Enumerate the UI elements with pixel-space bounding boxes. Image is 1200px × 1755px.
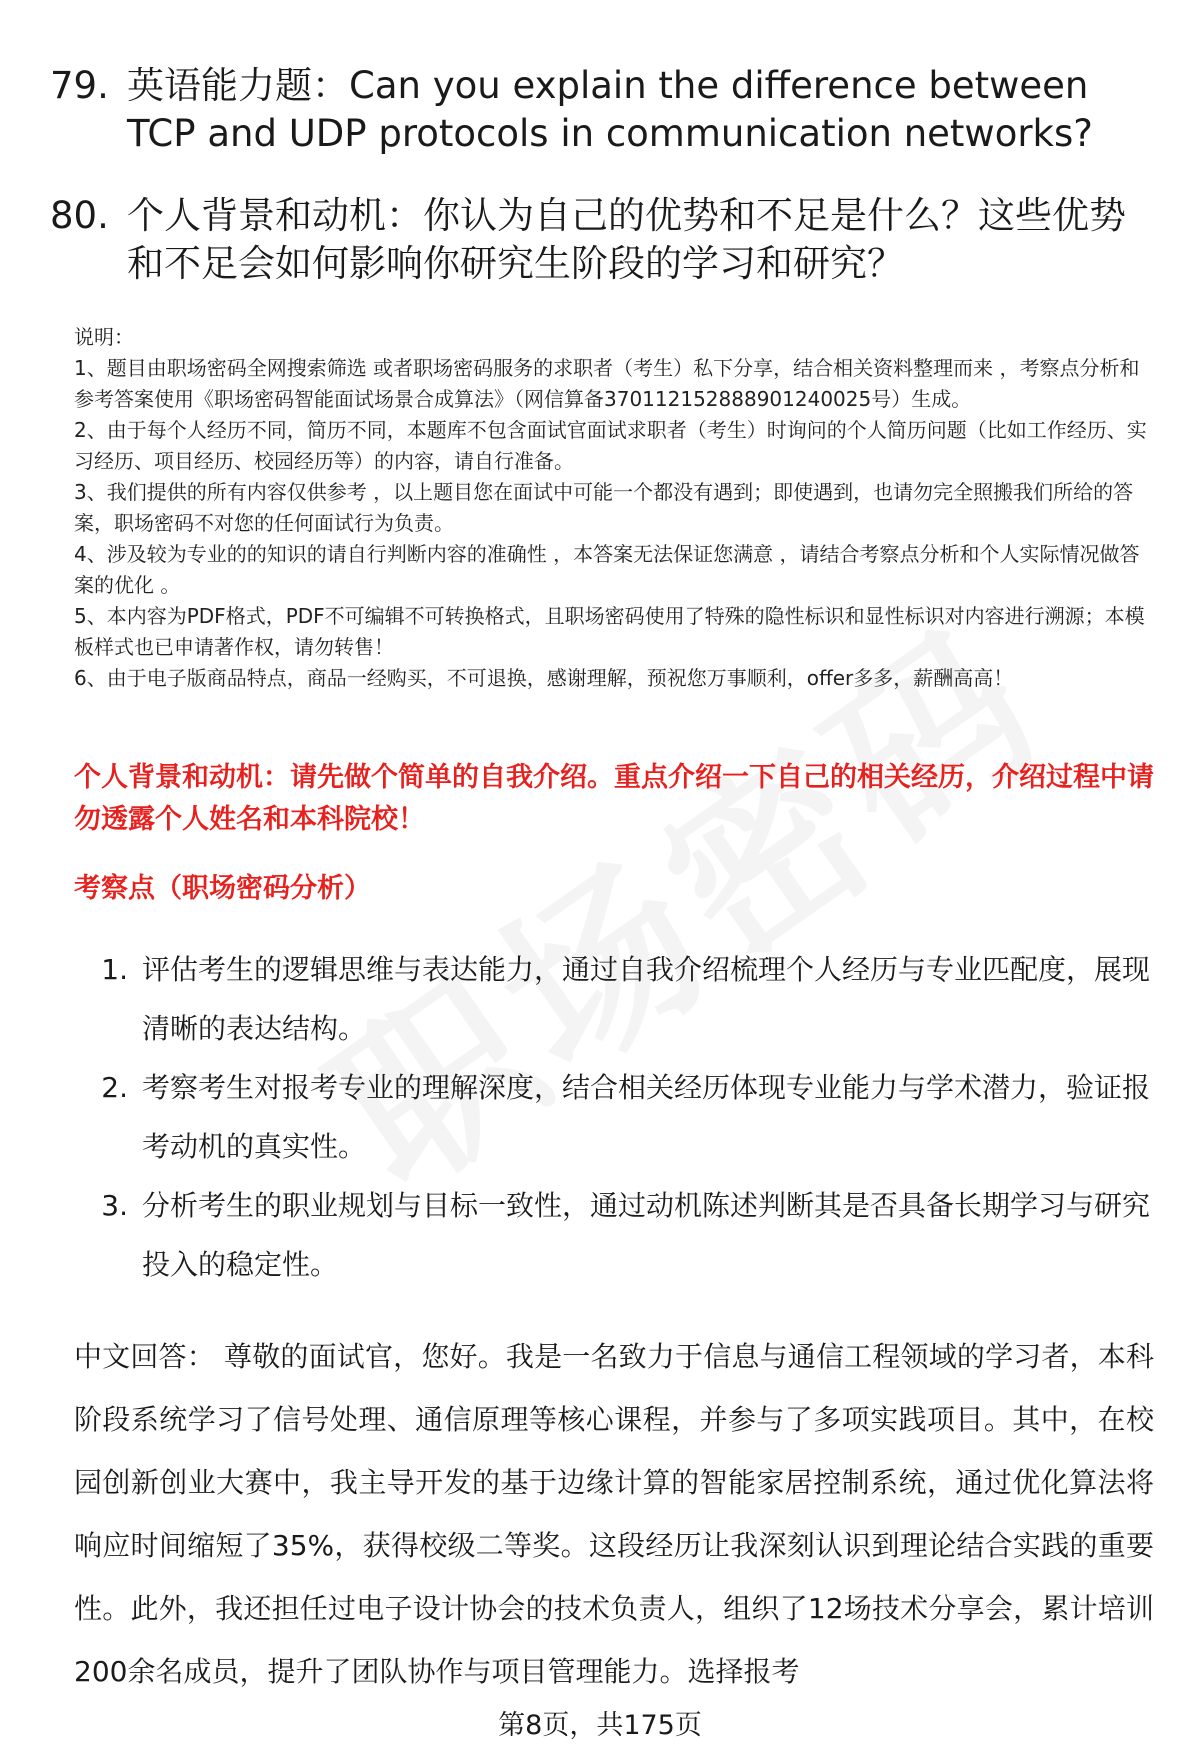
notes-section [74, 322, 1154, 694]
question-number: 79. [50, 64, 109, 107]
question-79 [50, 62, 1150, 158]
note-item: 1、题目由职场密码全网搜索筛选 或者职场密码服务的求职者（考生）私下分享，结合相关资料整理而来 ，考察点分析和参考答案使用《职场密码智能面试场景合成算法》（网信算备370112152888901240025号）生成。 [74, 356, 1140, 411]
question-80 [50, 192, 1150, 288]
page-number: 第8页，共175页 [498, 1710, 702, 1741]
note-item: 6、由于电子版商品特点，商品一经购买，不可退换，感谢理解，预祝您万事顺利，offer多多，薪酬高高！ [74, 666, 1014, 690]
list-item-number: 1. [101, 953, 128, 986]
list-item [74, 940, 1154, 1058]
question-number: 80. [50, 194, 109, 237]
question-text: 英语能力题：Can you explain the difference between TCP and UDP protocols in communication networks? [127, 64, 1093, 155]
note-item: 4、涉及较为专业的的知识的请自行判断内容的准确性 ，本答案无法保证您满意 ，请结合考察点分析和个人实际情况做答案的优化 。 [74, 542, 1140, 597]
list-item-number: 2. [101, 1071, 128, 1104]
note-item: 5、本内容为PDF格式，PDF不可编辑不可转换格式，且职场密码使用了特殊的隐性标识和显性标识对内容进行溯源；本模板样式也已申请著作权，请勿转售！ [74, 604, 1145, 659]
list-item [74, 1176, 1154, 1294]
analysis-list [74, 940, 1154, 1294]
list-item-text: 评估考生的逻辑思维与表达能力，通过自我介绍梳理个人经历与专业匹配度，展现清晰的表达结构。 [142, 953, 1151, 1045]
note-item: 3、我们提供的所有内容仅供参考 ，以上题目您在面试中可能一个都没有遇到；即使遇到，也请勿完全照搬我们所给的答案，职场密码不对您的任何面试行为负责。 [74, 480, 1134, 535]
list-item [74, 1058, 1154, 1176]
main-question-heading: 个人背景和动机：请先做个简单的自我介绍。重点介绍一下自己的相关经历，介绍过程中请勿透露个人姓名和本科院校！ [74, 762, 1154, 835]
analysis-title: 考察点（职场密码分析） [74, 873, 371, 904]
list-item-number: 3. [101, 1189, 128, 1222]
answer-paragraph: 中文回答： 尊敬的面试官，您好。我是一名致力于信息与通信工程领域的学习者，本科阶段系统学习了信号处理、通信原理等核心课程，并参与了多项实践项目。其中，在校园创新创业大赛中，我主导开发的基于边缘计算的智能家居控制系统，通过优化算法将响应时间缩短了35%，获得校级二等奖。这段经历让我深刻认识到理论结合实践的重要性。此外，我还担任过电子设计协会的技术负责人，组织了12场技术分享会，累计培训200余名成员，提升了团队协作与项目管理能力。选择报考 [74, 1340, 1154, 1688]
notes-title: 说明： [74, 325, 134, 349]
note-item: 2、由于每个人经历不同，简历不同，本题库不包含面试官面试求职者（考生）时询问的个人简历问题（比如工作经历、实习经历、项目经历、校园经历等）的内容，请自行准备。 [74, 418, 1147, 473]
list-item-text: 分析考生的职业规划与目标一致性，通过动机陈述判断其是否具备长期学习与研究投入的稳定性。 [142, 1189, 1151, 1281]
question-text: 个人背景和动机：你认为自己的优势和不足是什么？这些优势和不足会如何影响你研究生阶段的学习和研究？ [127, 194, 1126, 285]
list-item-text: 考察考生对报考专业的理解深度，结合相关经历体现专业能力与学术潜力，验证报考动机的真实性。 [142, 1071, 1151, 1163]
